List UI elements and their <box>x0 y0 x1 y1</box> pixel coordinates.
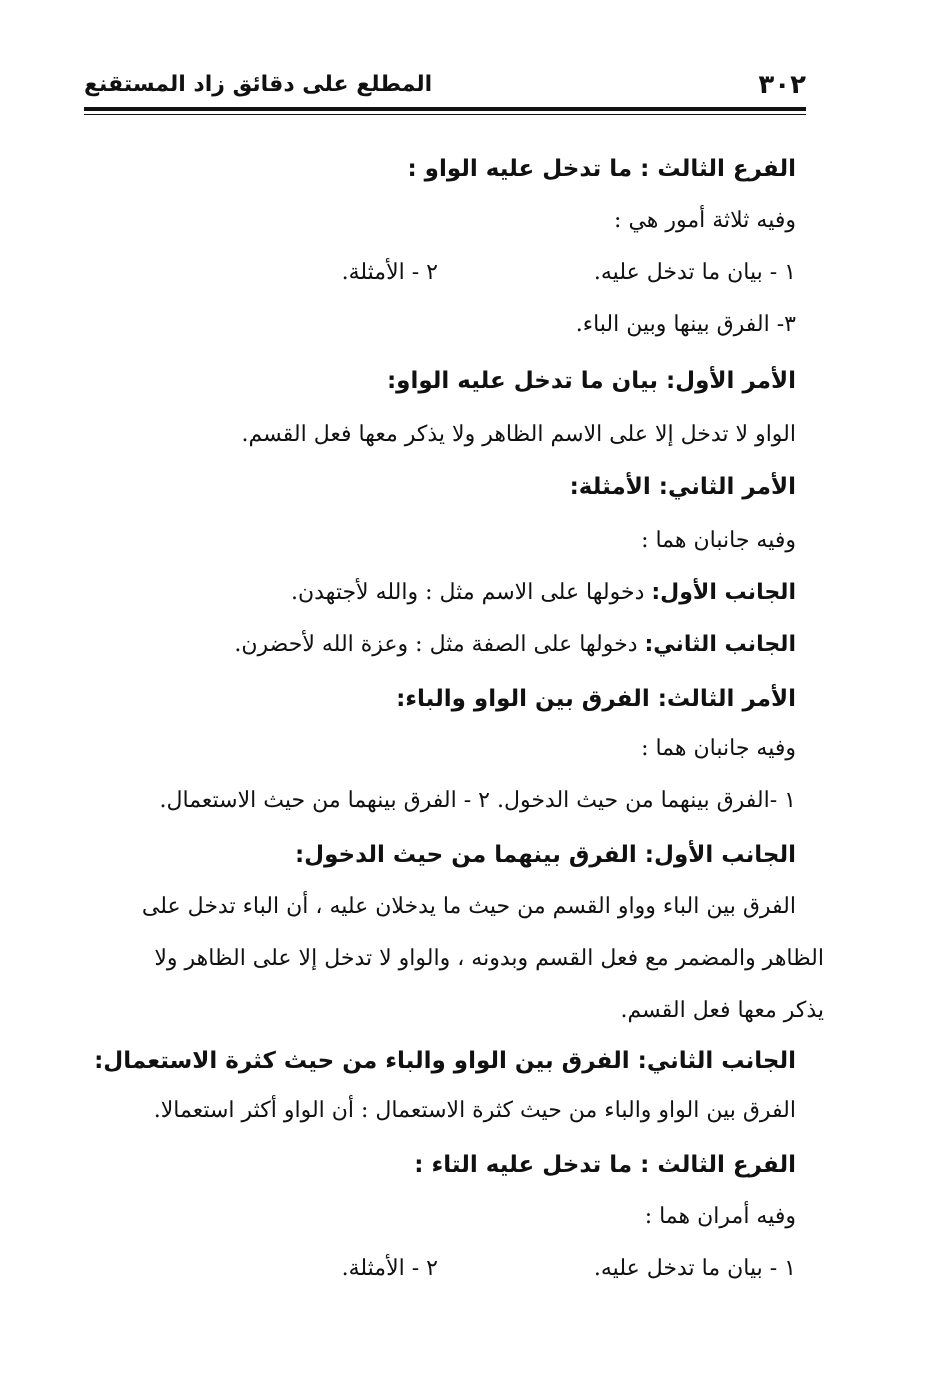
paragraph-side-2: الفرق بين الواو والباء من حيث كثرة الاستعمال : أن الواو أكثر استعمالا. <box>153 1098 796 1123</box>
paragraph-matter-1: الواو لا تدخل إلا على الاسم الظاهر ولا يذكر معها فعل القسم. <box>241 422 796 447</box>
side-2-text: دخولها على الصفة مثل : وعزة الله لأحضرن. <box>234 632 645 657</box>
list-item-2: ٢ - الأمثلة. <box>341 260 438 285</box>
list-item-3: ٣- الفرق بينها وبين الباء. <box>575 312 796 337</box>
paragraph-side-1-line-2: الظاهر والمضمر مع فعل القسم وبدونه ، والواو لا تدخل إلا على الظاهر ولا <box>154 946 824 971</box>
intro-two-sides-b: وفيه جانبان هما : <box>641 736 796 761</box>
intro-two-sides-a: وفيه جانبان هما : <box>641 528 796 553</box>
list-row-1 <box>60 256 796 290</box>
heading-side-2: الجانب الثاني: الفرق بين الواو والباء من حيث كثرة الاستعمال: <box>94 1048 796 1074</box>
list-item-1b: ١ - بيان ما تدخل عليه. <box>593 1256 796 1281</box>
heading-side-1: الجانب الأول: الفرق بينهما من حيث الدخول: <box>294 842 796 868</box>
list-row-2 <box>60 1252 796 1286</box>
heading-branch3-taa: الفرع الثالث : ما تدخل عليه التاء : <box>414 1152 796 1178</box>
heading-branch3-waw: الفرع الثالث : ما تدخل عليه الواو : <box>407 156 796 182</box>
page-number: ٣٠٢ <box>758 70 806 100</box>
side-2-line <box>60 628 796 662</box>
intro-three-matters: وفيه ثلاثة أمور هي : <box>614 208 796 233</box>
intro-two-matters: وفيه أمران هما : <box>644 1204 796 1229</box>
side-1-text: دخولها على الاسم مثل : والله لأجتهدن. <box>290 580 652 605</box>
list-item-2b: ٢ - الأمثلة. <box>341 1256 438 1281</box>
side-1-label: الجانب الأول: <box>651 580 796 605</box>
difference-items: ١ -الفرق بينهما من حيث الدخول. ٢ - الفرق بينهما من حيث الاستعمال. <box>159 788 796 813</box>
paragraph-side-1-line-1: الفرق بين الباء وواو القسم من حيث ما يدخلان عليه ، أن الباء تدخل على <box>141 894 796 919</box>
side-1-line <box>60 576 796 610</box>
header-rule-thick <box>84 107 806 111</box>
list-item-1: ١ - بيان ما تدخل عليه. <box>593 260 796 285</box>
header-rule-thin <box>84 114 806 115</box>
side-2-label: الجانب الثاني: <box>644 632 796 657</box>
heading-matter-3: الأمر الثالث: الفرق بين الواو والباء: <box>396 686 796 712</box>
page-header <box>84 70 806 104</box>
running-title: المطلع على دقائق زاد المستقنع <box>84 72 433 97</box>
paragraph-side-1-line-3: يذكر معها فعل القسم. <box>620 998 824 1023</box>
heading-matter-2: الأمر الثاني: الأمثلة: <box>569 474 796 500</box>
heading-matter-1: الأمر الأول: بيان ما تدخل عليه الواو: <box>386 368 796 394</box>
